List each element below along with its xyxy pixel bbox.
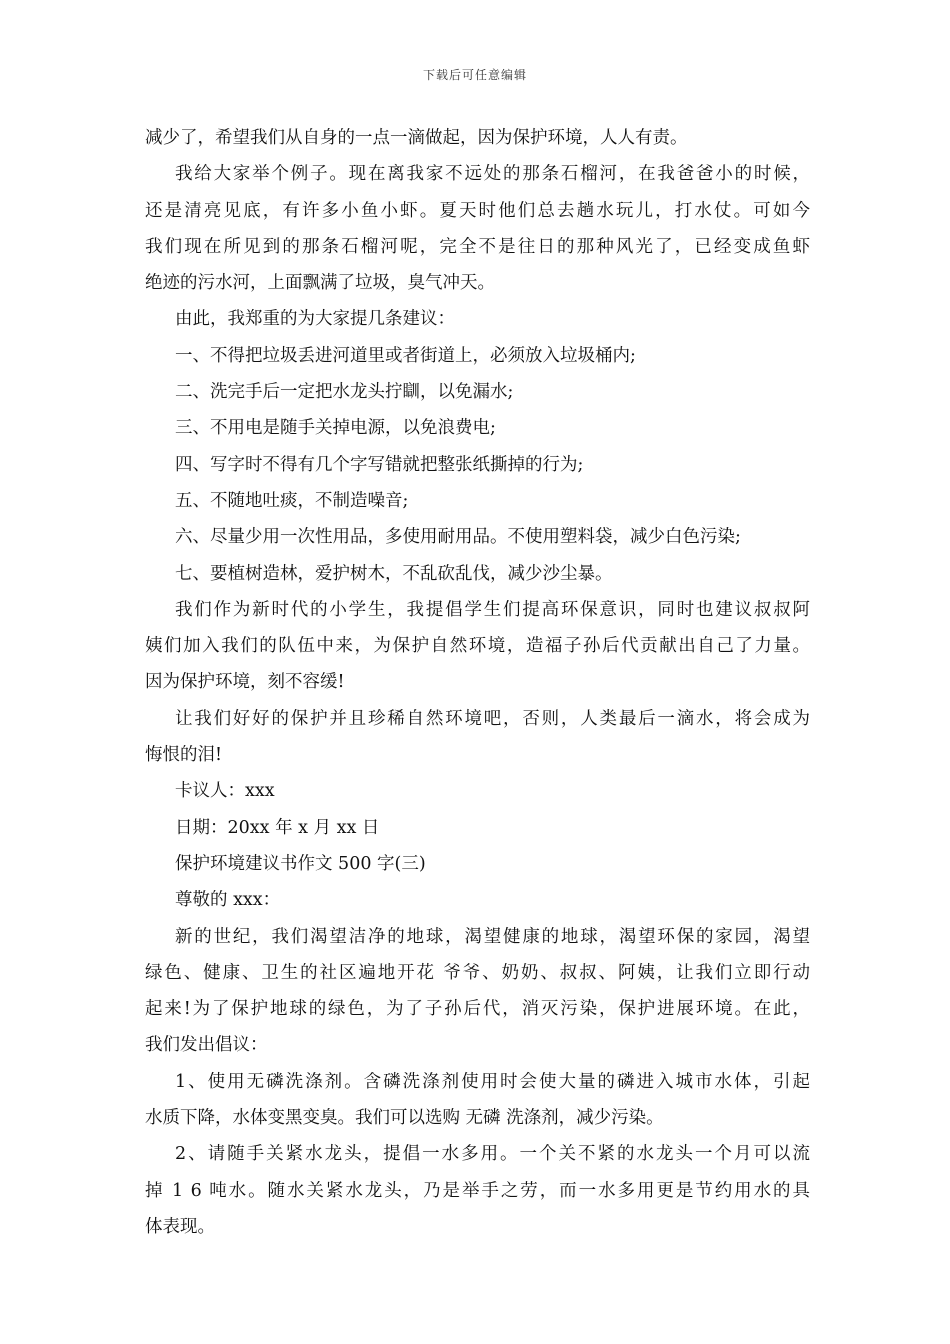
text-line: 体表现。	[145, 1216, 215, 1237]
text-line: 让我们好好的保护并且珍稀自然环境吧，否则，人类最后一滴水，将会成为	[175, 708, 810, 729]
text-line: 保护环境建议书作文 500 字(三)	[175, 853, 426, 874]
text-line: 2、请随手关紧水龙头，提倡一水多用。一个关不紧的水龙头一个月可以流	[175, 1144, 810, 1165]
text-line: 悔恨的泪!	[145, 745, 223, 766]
page-header: 下载后可任意编辑	[422, 68, 527, 82]
text-line: 起来!为了保护地球的绿色，为了子孙后代，消灭污染，保护进展环境。在此，	[145, 999, 810, 1020]
text-line: 一、不得把垃圾丢进河道里或者街道上，必须放入垃圾桶内;	[175, 345, 636, 366]
text-line: 因为保护环境，刻不容缓!	[145, 672, 345, 693]
text-line: 还是清亮见底，有许多小鱼小虾。夏天时他们总去趟水玩儿，打水仗。可如今	[145, 200, 810, 221]
text-line: 我们现在所见到的那条石榴河呢，完全不是往日的那种风光了，已经变成鱼虾	[145, 236, 810, 257]
text-line: 绝迹的污水河，上面飘满了垃圾，臭气冲天。	[145, 273, 495, 294]
text-line: 由此，我郑重的为大家提几条建议：	[175, 309, 455, 330]
text-line: 七、要植树造林，爱护树木，不乱砍乱伐，减少沙尘暴。	[175, 563, 613, 584]
text-line: 姨们加入我们的队伍中来，为保护自然环境，造福子孙后代贡献出自己了力量。	[145, 636, 810, 657]
text-line: 尊敬的 xxx：	[175, 890, 281, 911]
text-line: 水质下降，水体变黑变臭。我们可以选购 无磷 洗涤剂，减少污染。	[145, 1108, 664, 1129]
text-line: 六、尽量少用一次性用品，多使用耐用品。不使用塑料袋，减少白色污染;	[175, 527, 741, 548]
text-line: 三、不用电是随手关掉电源，以免浪费电;	[175, 418, 496, 439]
text-line: 四、写字时不得有几个字写错就把整张纸撕掉的行为;	[175, 454, 584, 475]
text-line: 我们作为新时代的小学生，我提倡学生们提高环保意识，同时也建议叔叔阿	[175, 599, 810, 620]
text-line: 减少了，希望我们从自身的一点一滴做起，因为保护环境，人人有责。	[145, 128, 688, 148]
text-line: 二、洗完手后一定把水龙头拧瞓，以免漏水;	[175, 382, 514, 403]
text-line: 我们发出倡议：	[145, 1035, 268, 1056]
text-line: 绿色、健康、卫生的社区遍地开花 爷爷、奶奶、叔叔、阿姨，让我们立即行动	[145, 962, 810, 983]
text-line: 五、不随地吐痰，不制造噪音;	[175, 490, 409, 511]
text-line: 卡议人：xxx	[175, 781, 275, 802]
text-line: 1、使用无磷洗涤剂。含磷洗涤剂使用时会使大量的磷进入城市水体，引起	[175, 1071, 810, 1092]
document-body	[145, 120, 810, 1245]
text-line: 我给大家举个例子。现在离我家不远处的那条石榴河，在我爸爸小的时候，	[175, 164, 810, 185]
text-line: 新的世纪，我们渴望洁净的地球，渴望健康的地球，渴望环保的家园，渴望	[175, 926, 810, 947]
text-line: 日期：20xx 年 x 月 xx 日	[175, 817, 380, 838]
text-line: 掉 1 6 吨水。随水关紧水龙头，乃是举手之劳，而一水多用更是节约用水的具	[145, 1180, 810, 1201]
